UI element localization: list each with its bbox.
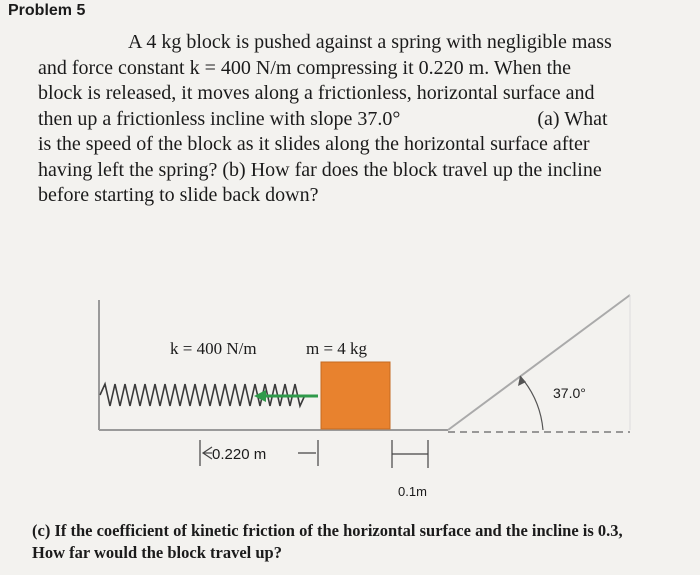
block: [321, 362, 390, 429]
statement-line-3: block is released, it moves along a frictionless, horizontal surface and: [38, 82, 595, 104]
problem-statement: [38, 30, 662, 209]
part-c-question: [32, 520, 672, 564]
angle-label: 37.0°: [553, 385, 586, 401]
statement-line-2: and force constant k = 400 N/m compressing it 0.220 m. When the: [38, 56, 572, 79]
statement-line-4: then up a frictionless incline with slope 37.0° (a) What: [38, 107, 608, 130]
statement-line-1: A 4 kg block is pushed against a spring with negligible mass: [128, 31, 612, 53]
angle-arc: [520, 376, 543, 430]
mass-label: m = 4 kg: [306, 339, 368, 358]
statement-line-7: before starting to slide back down?: [38, 184, 319, 206]
gap-label: 0.1m: [398, 484, 427, 499]
spring-constant-label: k = 400 N/m: [170, 339, 257, 358]
part-a-label: (a) What: [537, 107, 608, 130]
compression-label: 0.220 m: [212, 446, 267, 463]
part-c-line-1: (c) If the coefficient of kinetic friction of the horizontal surface and the incline is 0.3,: [32, 521, 623, 540]
statement-line-5: is the speed of the block as it slides along the horizontal surface after: [38, 133, 590, 155]
statement-line-6: having left the spring? (b) How far does the block travel up the incline: [38, 158, 602, 181]
part-c-line-2: How far would the block travel up?: [32, 543, 282, 562]
problem-title: Problem 5: [8, 2, 86, 19]
compression-arrowhead: [254, 390, 266, 402]
spring-block-incline-diagram: [0, 290, 700, 515]
